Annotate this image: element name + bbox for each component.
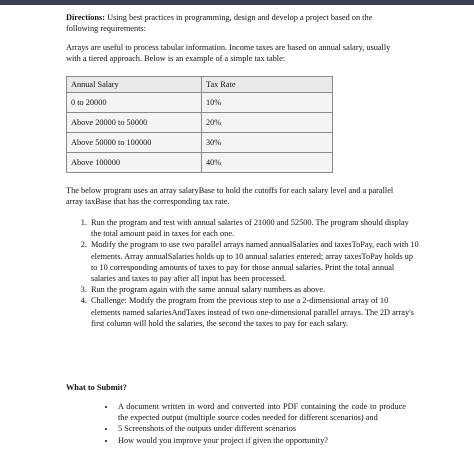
list-item: 3. Run the program again with the same annual salary numbers as above. xyxy=(89,284,419,295)
list-item: 4. Challenge: Modify the program from the previous step to use a 2-dimensional array of 10 elements named salariesAndTaxes instead of two one-dimensional parallel arrays. The 2D array's first column will hold the salaries, the second the taxes to pay for each salary. xyxy=(89,295,419,329)
window-top-bar xyxy=(0,0,474,5)
salary-cell: Above 100000 xyxy=(67,153,202,173)
program-description: The below program uses an array salaryBase to hold the cutoffs for each salary level and a parallel array taxBase that has the corresponding tax rate. xyxy=(66,186,394,207)
submit-list xyxy=(106,401,406,446)
rate-cell: 20% xyxy=(202,113,333,133)
document-page xyxy=(60,6,419,464)
salary-cell: Above 50000 to 100000 xyxy=(67,133,202,153)
list-item: • 5 Screenshots of the outputs under different scenarios xyxy=(116,423,406,434)
tax-table-header-row xyxy=(67,77,333,93)
rate-cell: 10% xyxy=(202,93,333,113)
directions-paragraph xyxy=(66,12,406,34)
rate-cell: 30% xyxy=(202,133,333,153)
submit-heading: What to Submit? xyxy=(66,383,127,392)
list-item: • A document written in word and converted into PDF containing the code to produce the expected output (multiple source codes needed for different scenarios) and xyxy=(116,401,406,423)
directions-label: Directions: xyxy=(66,13,106,22)
tax-table xyxy=(66,76,333,173)
intro-paragraph: Arrays are useful to process tabular information. Income taxes are based on annual salary, usually with a tiered approach. Below is an example of a simple tax table: xyxy=(66,43,391,64)
tax-table-header-salary: Annual Salary xyxy=(67,77,202,93)
salary-cell: 0 to 20000 xyxy=(67,93,202,113)
list-item: 1. Run the program and test with annual salaries of 21000 and 52500. The program should display the total amount paid in taxes for each one. xyxy=(89,217,419,239)
table-row xyxy=(67,93,333,113)
table-row xyxy=(67,113,333,133)
task-list xyxy=(66,217,419,329)
list-item: • How would you improve your project if given the opportunity? xyxy=(116,435,406,446)
list-item: 2. Modify the program to use two parallel arrays named annualSalaries and taxesToPay, each with 10 elements. Array annualSalaries holds up to 10 annual salaries entered; array taxesToPay holds up to 10 corresponding amounts of taxes to pay for those annual salaries. Print the total annual salaries and taxes to pay after all input has been processed. xyxy=(89,239,419,284)
tax-table-header-rate: Tax Rate xyxy=(202,77,333,93)
table-row xyxy=(67,153,333,173)
directions-text: Using best practices in programming, design and develop a project based on the following requirements: xyxy=(66,13,373,34)
table-row xyxy=(67,133,333,153)
salary-cell: Above 20000 to 50000 xyxy=(67,113,202,133)
rate-cell: 40% xyxy=(202,153,333,173)
